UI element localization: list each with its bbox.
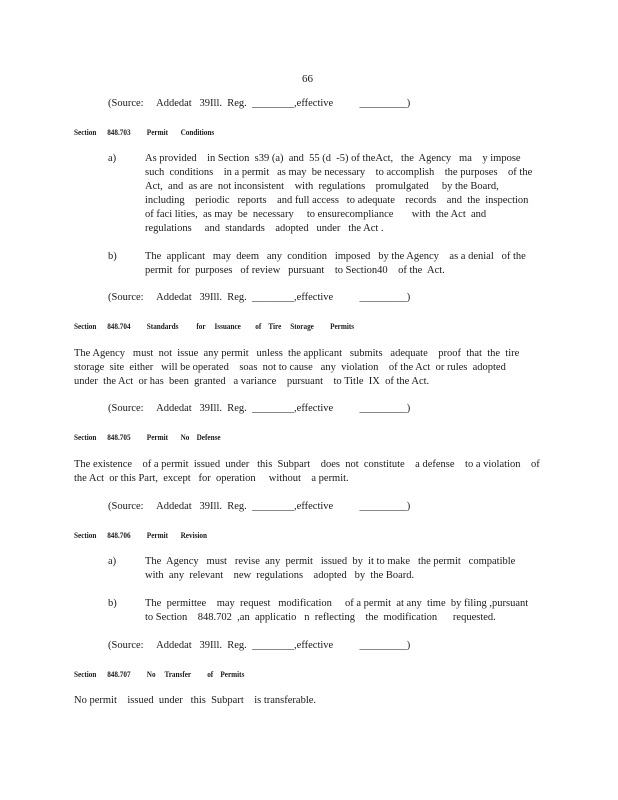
item-line: Act, and as are not inconsistent with regulations promulgated by the Board, bbox=[145, 181, 499, 192]
source-note: (Source: Addedat 39Ill. Reg. ________,effective _________) bbox=[108, 292, 411, 303]
source-note: (Source: Addedat 39Ill. Reg. ________,effective _________) bbox=[108, 403, 411, 414]
paragraph-line: The Agency must not issue any permit unless the applicant submits adequate proof that the tire bbox=[74, 348, 520, 359]
source-note: (Source: Addedat 39Ill. Reg. ________,effective _________) bbox=[108, 98, 411, 109]
paragraph-line: storage site either will be operated soas not to cause any violation of the Act or rules adopted bbox=[74, 362, 506, 373]
item-line: including periodic reports and full access to adequate records and the inspection bbox=[145, 195, 529, 206]
paragraph-line: The existence of a permit issued under this Subpart does not constitute a defense to a violation of bbox=[74, 459, 540, 470]
source-note: (Source: Addedat 39Ill. Reg. ________,effective _________) bbox=[108, 501, 411, 512]
item-marker: a) bbox=[108, 556, 117, 567]
item-marker: b) bbox=[108, 598, 117, 609]
source-note: (Source: Addedat 39Ill. Reg. ________,effective _________) bbox=[108, 640, 411, 651]
item-line: to Section 848.702 ,an applicatio n reflecting the modification requested. bbox=[145, 612, 496, 623]
paragraph-line: under the Act or has been granted a variance pursuant to Title IX of the Act. bbox=[74, 376, 430, 387]
item-marker: a) bbox=[108, 153, 117, 164]
section-heading: Section 848.703 Permit Conditions bbox=[74, 128, 215, 137]
item-line: The applicant may deem any condition imposed by the Agency as a denial of the bbox=[145, 251, 526, 262]
paragraph-line: No permit issued under this Subpart is transferable. bbox=[74, 695, 317, 706]
section-heading: Section 848.707 No Transfer of Permits bbox=[74, 670, 245, 679]
section-heading: Section 848.704 Standards for Issuance of Tire Storage Permits bbox=[74, 322, 355, 331]
item-line: of faci lities, as may be necessary to ensurecompliance with the Act and bbox=[145, 209, 487, 220]
page-number: 66 bbox=[302, 73, 313, 85]
paragraph-line: the Act or this Part, except for operation without a permit. bbox=[74, 473, 349, 484]
item-line: As provided in Section s39 (a) and 55 (d -5) of theAct, the Agency ma y impose bbox=[145, 153, 521, 164]
item-line: The Agency must revise any permit issued by it to make the permit compatible bbox=[145, 556, 516, 567]
item-line: such conditions in a permit as may be necessary to accomplish the purposes of the bbox=[145, 167, 533, 178]
section-heading: Section 848.705 Permit No Defense bbox=[74, 433, 221, 442]
item-line: permit for purposes of review pursuant to Section40 of the Act. bbox=[145, 265, 445, 276]
item-line: The permittee may request modification of a permit at any time by filing ,pursuant bbox=[145, 598, 529, 609]
section-heading: Section 848.706 Permit Revision bbox=[74, 531, 207, 540]
item-marker: b) bbox=[108, 251, 117, 262]
item-line: with any relevant new regulations adopted by the Board. bbox=[145, 570, 415, 581]
item-line: regulations and standards adopted under the Act . bbox=[145, 223, 384, 234]
